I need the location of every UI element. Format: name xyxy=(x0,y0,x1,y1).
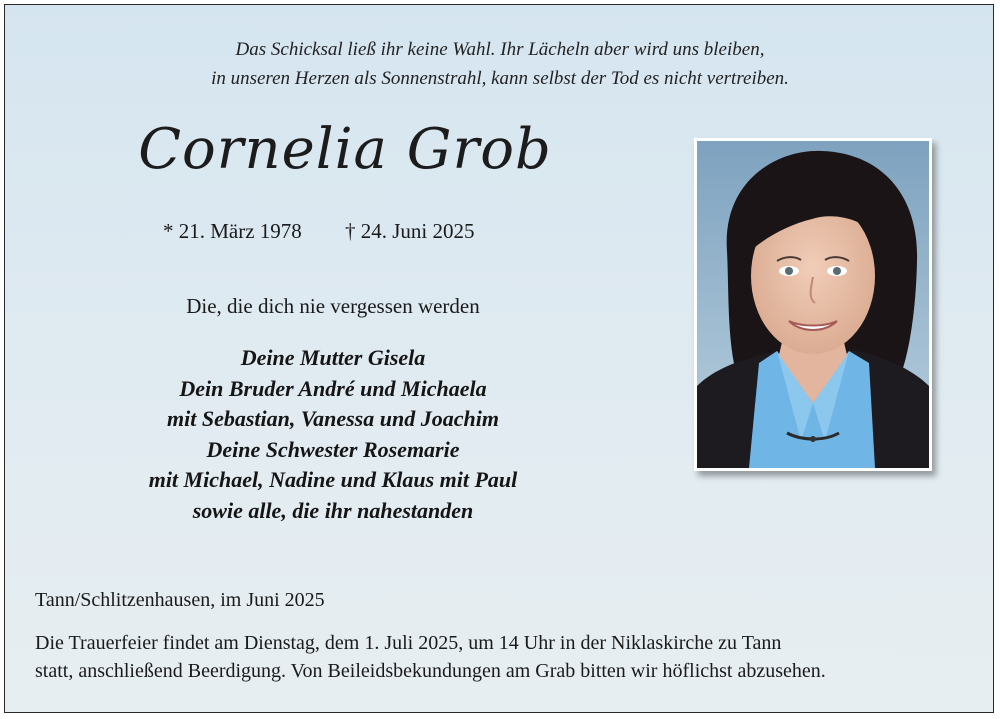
funeral-notice-line-1: Die Trauerfeier findet am Dienstag, dem 1. Juli 2025, um 14 Uhr in der Niklaskirche zu Tann xyxy=(35,632,782,654)
motto-line-1: Das Schicksal ließ ihr keine Wahl. Ihr Lächeln aber wird uns bleiben, xyxy=(235,39,765,60)
portrait-illustration xyxy=(697,141,929,468)
obituary-notice xyxy=(4,4,994,713)
mourner-line: Deine Schwester Rosemarie xyxy=(206,436,460,462)
mourner-line: Deine Mutter Gisela xyxy=(240,345,426,370)
motto-verse xyxy=(5,35,995,93)
deceased-name: Cornelia Grob xyxy=(138,117,552,182)
mourner-line: sowie alle, die ihr nahestanden xyxy=(192,497,474,523)
mourner-line: mit Sebastian, Vanessa und Joachim xyxy=(167,406,499,431)
mourners-list xyxy=(5,343,661,526)
motto-line-2: in unseren Herzen als Sonnenstrahl, kann selbst der Tod es nicht vertreiben. xyxy=(211,68,789,89)
birth-date: * 21. März 1978 xyxy=(163,219,302,243)
mourner-line: mit Michael, Nadine und Klaus mit Paul xyxy=(148,467,518,492)
place-and-date: Tann/Schlitzenhausen, im Juni 2025 xyxy=(35,589,325,611)
funeral-notice xyxy=(35,629,975,685)
death-date: † 24. Juni 2025 xyxy=(345,219,475,243)
mourner-line: Dein Bruder André und Michaela xyxy=(179,375,487,401)
funeral-notice-line-2: statt, anschließend Beerdigung. Von Beileidsbekundungen am Grab bitten wir höflichst abzusehen. xyxy=(35,660,826,682)
mourners-intro: Die, die dich nie vergessen werden xyxy=(186,294,480,318)
portrait-photo xyxy=(697,141,929,468)
portrait-photo-frame xyxy=(694,138,932,471)
